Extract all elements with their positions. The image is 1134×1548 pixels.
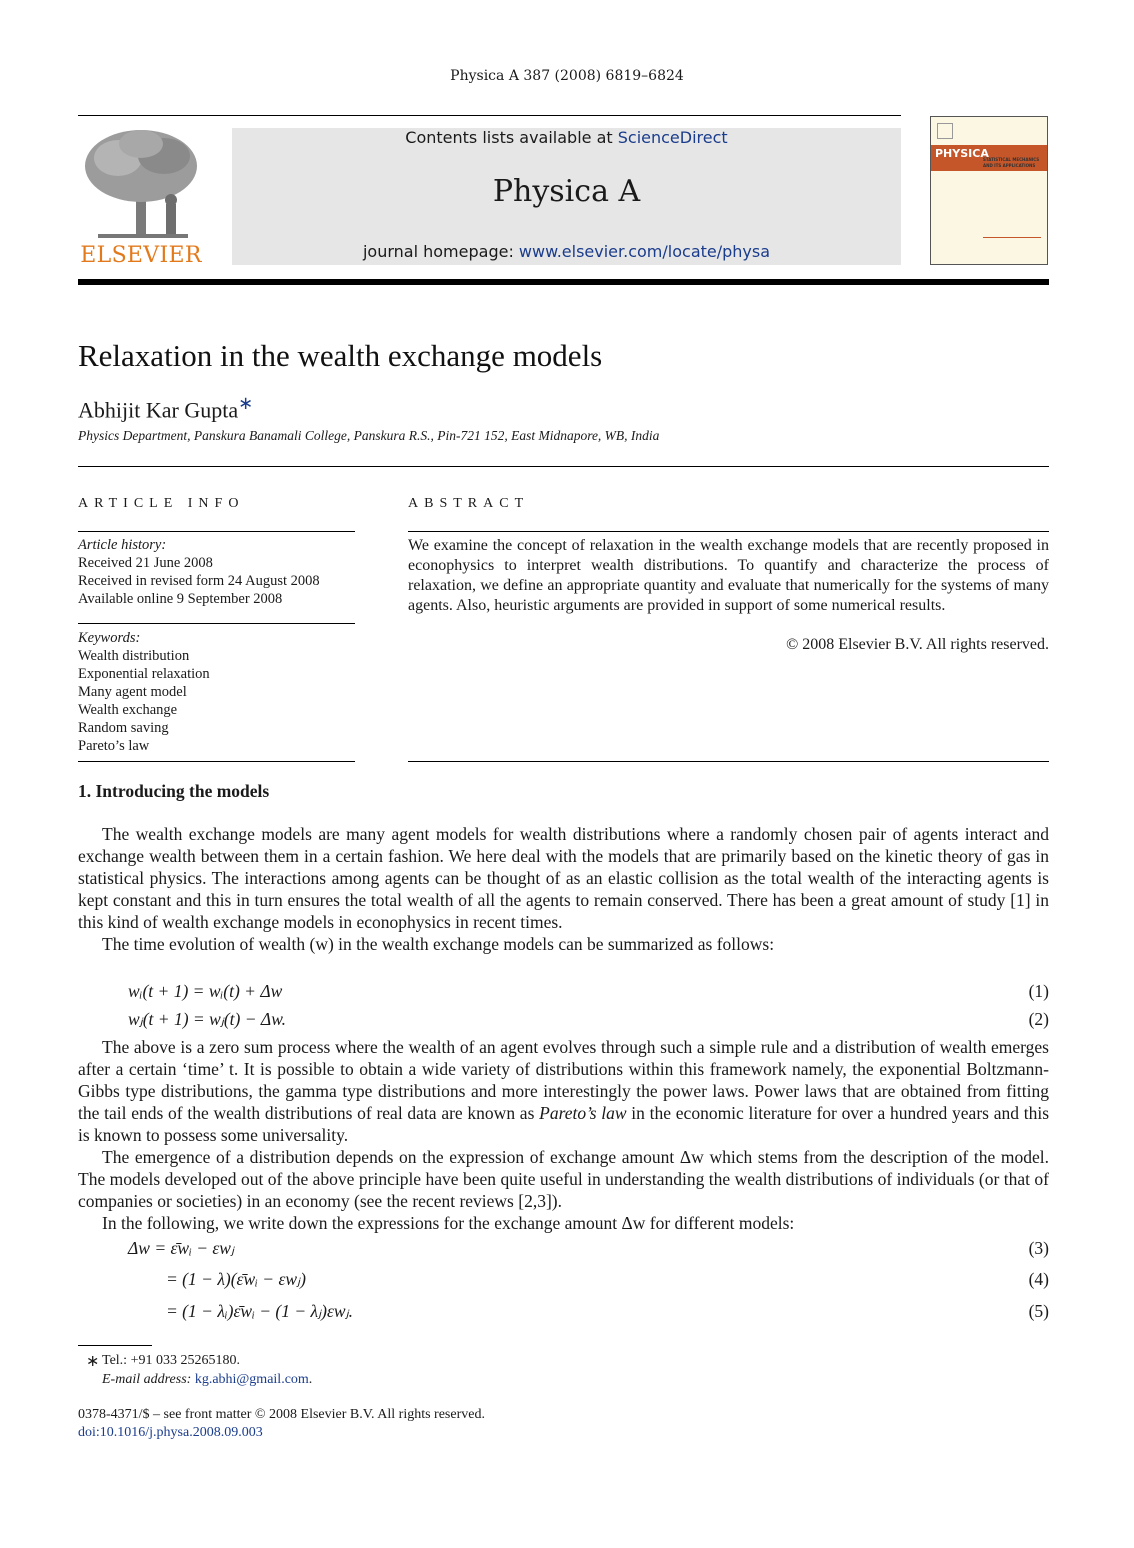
homepage-prefix: journal homepage: (362, 242, 514, 261)
journal-homepage-link[interactable]: www.elsevier.com/locate/physa (518, 242, 771, 261)
equation-2: wⱼ(t + 1) = wⱼ(t) − Δw. (128, 1009, 286, 1029)
footnote-rule (78, 1345, 152, 1346)
homepage-line (232, 242, 901, 261)
abstract-copyright: © 2008 Elsevier B.V. All rights reserved. (786, 636, 1049, 653)
keyword-item: Pareto’s law (78, 738, 150, 754)
equation-number-4: (4) (1028, 1269, 1049, 1289)
cover-subtitle: STATISTICAL MECHANICS AND ITS APPLICATIONS (983, 157, 1040, 168)
equation-number-1: (1) (1028, 981, 1049, 1001)
journal-cover-thumbnail (930, 116, 1048, 265)
article-title: Relaxation in the wealth exchange models (78, 338, 603, 373)
abstract-text: We examine the concept of relaxation in the wealth exchange models that are recently proposed in econophysics to interpret wealth distributions. To quantify and characterize the process of relaxation, we define an appropriate quantity and evaluate that numerically for the systems of many agents. Also, heuristic arguments are provided in support of some numerical results. (408, 537, 1049, 614)
keywords-block (78, 629, 210, 755)
cover-title: PHYSICA (935, 147, 989, 160)
article-info-rule-bottom (78, 761, 355, 762)
keyword-item: Exponential relaxation (78, 666, 210, 682)
keyword-item: Wealth exchange (78, 702, 178, 718)
paretos-law-emphasis: Pareto’s law (539, 1103, 627, 1123)
footnote-mark: ∗ (86, 1353, 100, 1370)
footnote-email-line: E-mail address: kg.abhi@gmail.com. (102, 1372, 313, 1387)
footnote-tel: Tel.: +91 033 25265180. (102, 1353, 240, 1368)
article-history (78, 536, 320, 608)
paragraph-text: The time evolution of wealth (w) in the wealth exchange models can be summarized as follows: (102, 934, 775, 954)
doi-link[interactable]: doi:10.1016/j.physa.2008.09.003 (78, 1425, 263, 1440)
front-matter-line: 0378-4371/$ – see front matter © 2008 Elsevier B.V. All rights reserved. (78, 1407, 485, 1422)
article-info-heading: ARTICLE INFO (78, 496, 245, 511)
equation-1: wᵢ(t + 1) = wᵢ(t) + Δw (128, 981, 283, 1001)
equation-4: = (1 − λ)(ε̄wᵢ − εwⱼ) (166, 1269, 306, 1289)
section-paragraph-1 (78, 823, 1049, 955)
section-paragraph-2 (78, 1036, 1049, 1234)
cover-logo-icon (937, 123, 953, 139)
equation-number-5: (5) (1028, 1301, 1049, 1321)
history-revised: Received in revised form 24 August 2008 (78, 573, 320, 589)
paragraph-text: The wealth exchange models are many agent models for wealth distributions where a randomly chosen pair of agents interact and exchange wealth between them in a certain fashion. We here deal with the models that are primarily based on the kinetic theory of gas in statistical physics. The interactions among agents can be thought of as an elastic collision as the total wealth of the interacting agents is kept constant and this in turn ensures the total wealth of all the agents to remain conserved. There has been a great amount of study [1] in this kind of wealth exchange models in econophysics in recent times. (78, 824, 1049, 932)
equation-5: = (1 − λᵢ)ε̄wᵢ − (1 − λⱼ)εwⱼ. (166, 1301, 353, 1321)
history-label: Article history: (78, 537, 167, 553)
author-affiliation: Physics Department, Panskura Banamali College, Panskura R.S., Pin-721 152, East Midnapore, WB, India (78, 428, 660, 443)
keyword-item: Many agent model (78, 684, 187, 700)
author-name: Abhijit Kar Gupta (78, 397, 239, 423)
header-top-rule (78, 115, 901, 116)
journal-citation: Physica A 387 (2008) 6819–6824 (450, 68, 684, 84)
history-received: Received 21 June 2008 (78, 555, 213, 571)
keywords-label: Keywords: (78, 630, 141, 646)
paragraph-text: The above is a zero sum process where the wealth of an agent evolves through such a simple rule and a distribution of wealth emerges after a certain ‘time’ t. It is possible to obtain a wide variety of distributions within this framework namely, the exponential Boltzmann-Gibbs type distributions, the gamma type distributions and more interestingly the power laws. Power laws that are obtained from fitting the tail ends of the wealth distributions of real data are known as Pareto’s law in the economic literature for over a hundred years and this is known to possess some universality. (78, 1037, 1050, 1145)
history-online: Available online 9 September 2008 (78, 591, 283, 607)
tree-logo-icon (78, 126, 204, 244)
contents-line (232, 128, 901, 147)
contents-prefix: Contents lists available at (405, 128, 613, 147)
equation-3: Δw = ε̄wᵢ − εwⱼ (128, 1238, 235, 1258)
article-info-rule-top (78, 531, 355, 532)
author-email-link[interactable]: kg.abhi@gmail.com (194, 1372, 309, 1387)
keyword-item: Random saving (78, 720, 169, 736)
abstract-heading: ABSTRACT (408, 496, 530, 511)
sciencedirect-link[interactable]: ScienceDirect (617, 128, 728, 147)
header-thick-rule (78, 279, 1049, 285)
author-footnote-mark[interactable]: ∗ (238, 393, 254, 413)
abstract-rule-top (408, 531, 1049, 532)
author-line (78, 393, 253, 423)
equation-number-3: (3) (1028, 1238, 1049, 1258)
elsevier-wordmark: ELSEVIER (80, 243, 202, 268)
email-label: E-mail address: (102, 1372, 192, 1387)
paragraph-text: The emergence of a distribution depends on the expression of exchange amount Δw which stems from the description of the model. The models developed out of the above principle have been quite useful in understanding the wealth distributions of individuals (or that of companies or societies) in an economy (see the recent reviews [2,3]). (78, 1147, 1049, 1211)
abstract-rule-bottom (408, 761, 1049, 762)
paragraph-text: In the following, we write down the expressions for the exchange amount Δw for different models: (102, 1213, 795, 1233)
cover-rule (983, 237, 1041, 238)
title-rule (78, 466, 1049, 467)
journal-name: Physica A (492, 174, 641, 209)
article-info-rule-mid (78, 623, 355, 624)
keyword-item: Wealth distribution (78, 648, 190, 664)
equation-number-2: (2) (1028, 1009, 1049, 1029)
section-heading: 1. Introducing the models (78, 781, 270, 801)
